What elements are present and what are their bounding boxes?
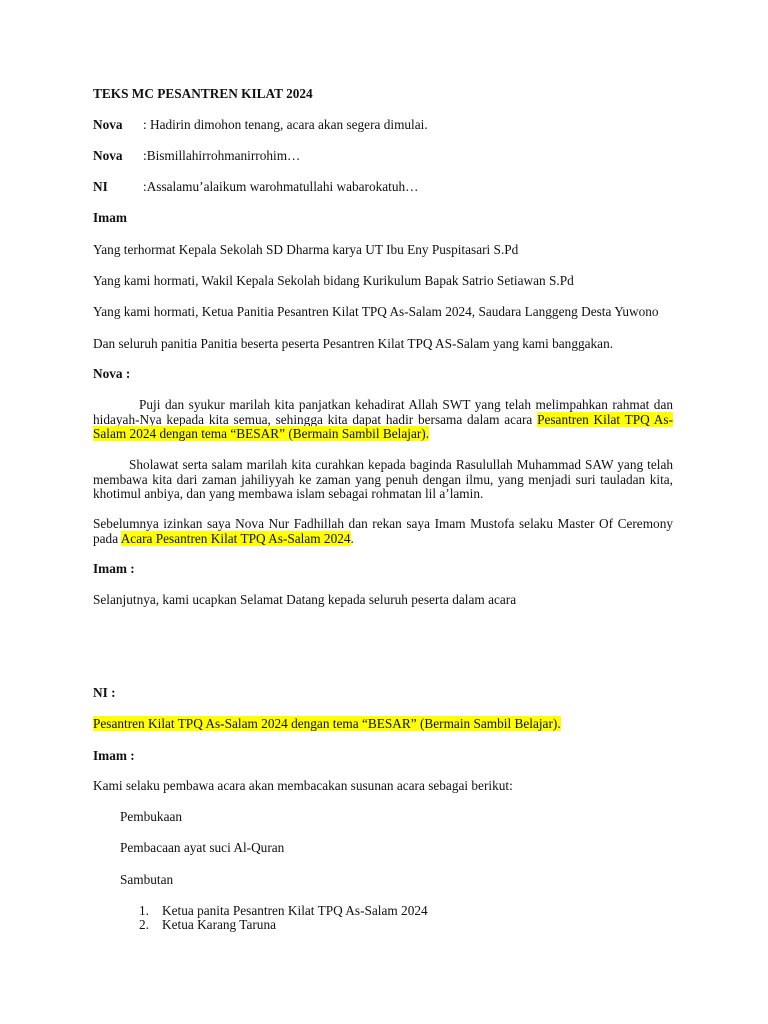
opening-paragraph (93, 398, 673, 442)
list-text: Ketua Karang Taruna (162, 917, 277, 932)
welcome-line: Selanjutnya, kami ucapkan Selamat Datang kepada seluruh peserta dalam acara (93, 592, 517, 607)
paragraph-text: . (350, 530, 354, 546)
speaker-label: Nova (93, 148, 123, 163)
speaker-label: NI (93, 179, 108, 194)
speaker-label: Nova (93, 117, 123, 132)
greeting-line: Yang terhormat Kepala Sekolah SD Dharma karya UT Ibu Eny Puspitasari S.Pd (93, 242, 519, 257)
highlighted-event-name: Acara Pesantren Kilat TPQ As-Salam 2024 (120, 530, 351, 546)
list-number: 1. (139, 903, 149, 918)
list-item (139, 918, 276, 933)
dialog-text: :Bismillahirrohmanirrohim… (143, 148, 301, 163)
introduction-paragraph (93, 517, 673, 546)
agenda-item: Pembacaan ayat suci Al-Quran (120, 840, 285, 855)
list-text: Ketua panita Pesantren Kilat TPQ As-Salam 2024 (162, 903, 428, 918)
greeting-line: Dan seluruh panitia Panitia beserta peserta Pesantren Kilat TPQ AS-Salam yang kami banggakan. (93, 336, 614, 351)
dialog-text: : Hadirin dimohon tenang, acara akan segera dimulai. (143, 117, 428, 132)
dialog-text: :Assalamu’alaikum warohmatullahi wabarokatuh… (143, 179, 419, 194)
agenda-intro: Kami selaku pembawa acara akan membacakan susunan acara sebagai berikut: (93, 778, 513, 793)
document-title: TEKS MC PESANTREN KILAT 2024 (93, 86, 313, 101)
agenda-item: Pembukaan (120, 809, 183, 824)
paragraph-text: Puji dan syukur marilah kita panjatkan kehadirat Allah SWT yang telah melimpahkan rahmat dan hidayah-Nya kepada kita semua, sehingga kita dapat hadir bersama dalam acara (93, 397, 673, 427)
greeting-line: Yang kami hormati, Wakil Kepala Sekolah bidang Kurikulum Bapak Satrio Setiawan S.Pd (93, 273, 574, 288)
speaker-label: Imam : (93, 748, 135, 763)
speaker-label: NI : (93, 685, 116, 700)
speaker-label: Nova : (93, 366, 131, 381)
paragraph-text: Sebelumnya izinkan saya Nova Nur Fadhillah dan rekan saya Imam Mustofa selaku Master Of Ceremony pada (93, 516, 673, 546)
highlighted-event-name: Pesantren Kilat TPQ As-Salam 2024 dengan tema “BESAR” (Bermain Sambil Belajar). (93, 716, 561, 731)
list-number: 2. (139, 917, 149, 932)
sholawat-paragraph: Sholawat serta salam marilah kita curahkan kepada baginda Rasulullah Muhammad SAW yang telah membawa kita dari zaman jahiliyyah ke zaman yang penuh dengan ilmu, yang menjadi suri tauladan kita, khotimul anbiya, dan yang membawa islam sebagai rohmatan lil a’lamin. (93, 457, 673, 501)
highlighted-event-name: Pesantren Kilat TPQ As-Salam 2024 dengan tema “BESAR” (Bermain Sambil Belajar). (93, 411, 673, 441)
speaker-label: Imam : (93, 561, 135, 576)
agenda-item: Sambutan (120, 872, 174, 887)
theme-line (93, 717, 561, 732)
speaker-label: Imam (93, 210, 127, 225)
greeting-line: Yang kami hormati, Ketua Panitia Pesantren Kilat TPQ As-Salam 2024, Saudara Langgeng Desta Yuwono (93, 304, 659, 319)
